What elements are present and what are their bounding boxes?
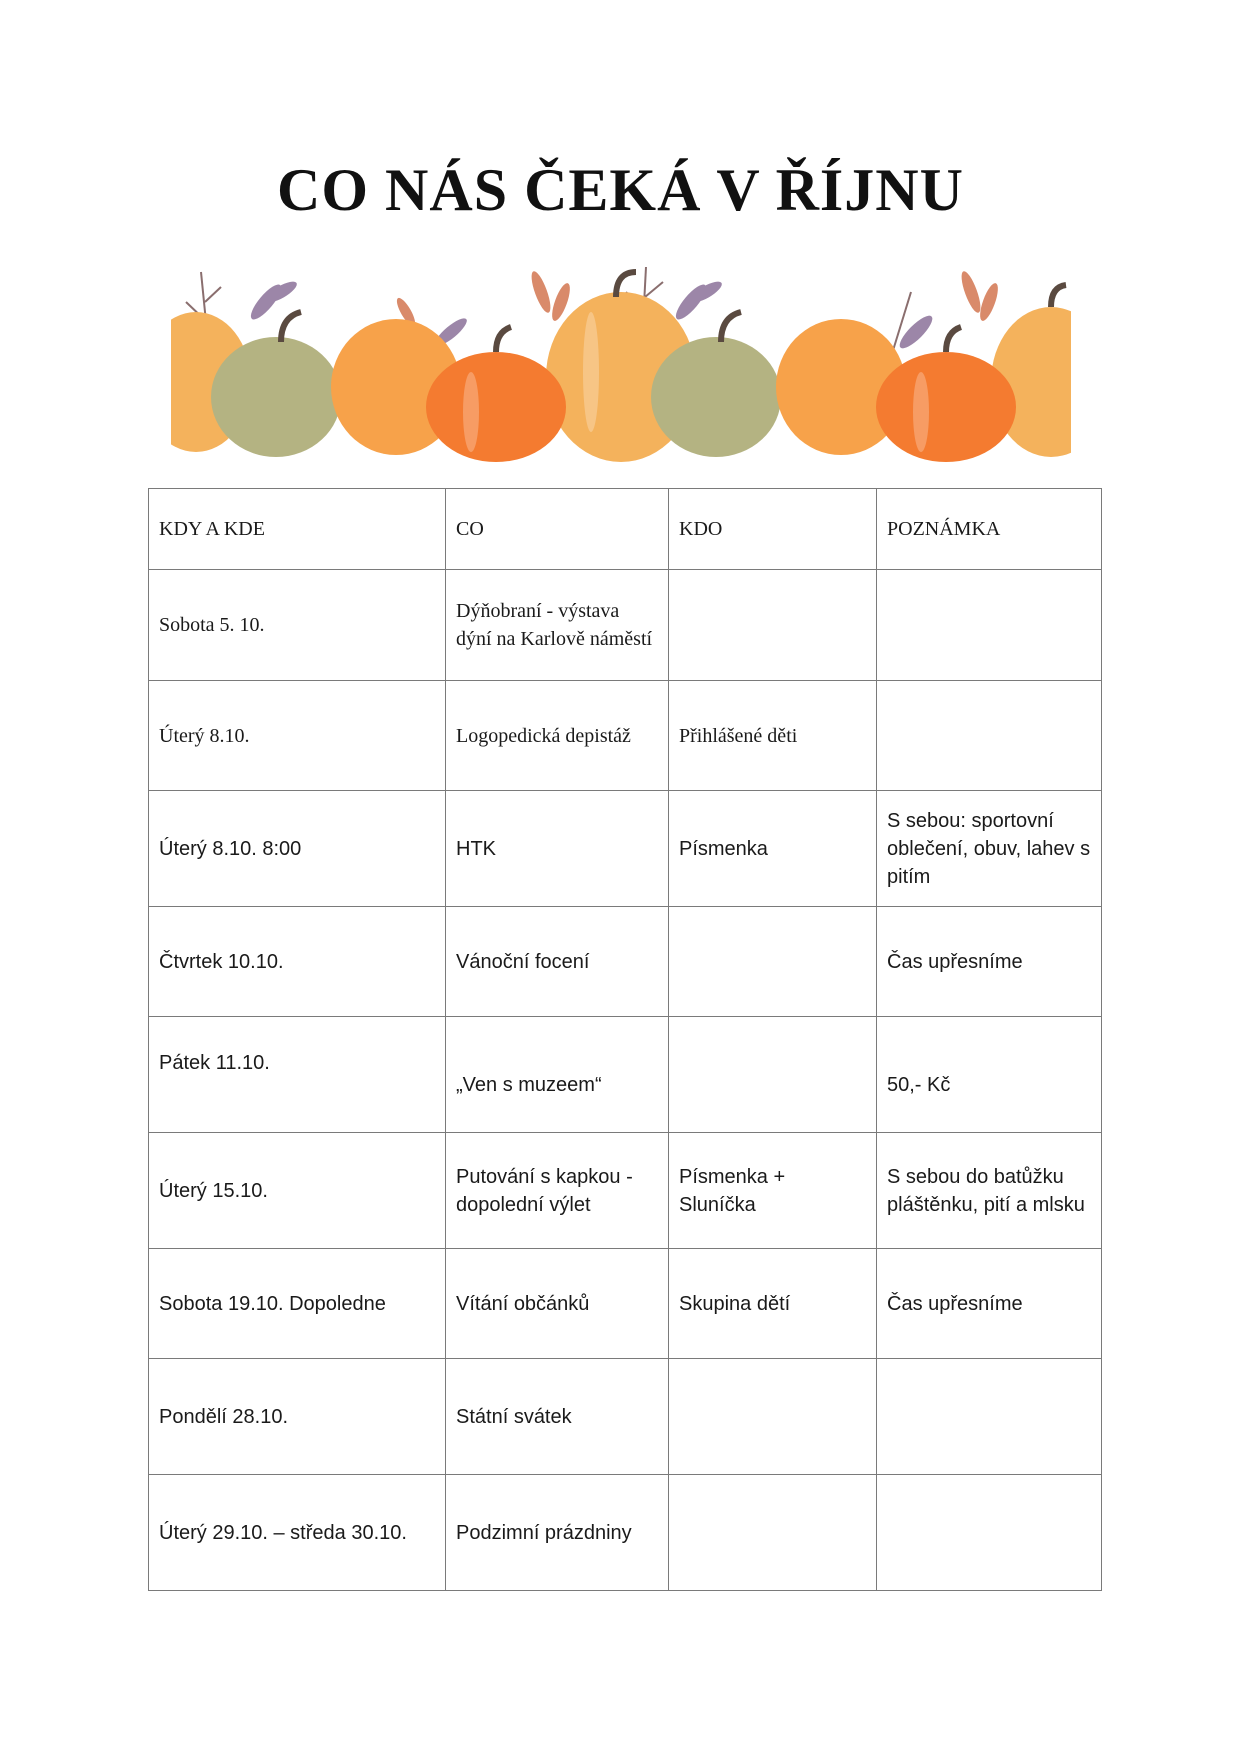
cell-poznamka [877, 570, 1102, 681]
table-header-row [149, 489, 1102, 570]
cell-kdo: Písmenka + Sluníčka [669, 1133, 877, 1249]
table-row [149, 1249, 1102, 1359]
cell-kdy: Úterý 29.10. – středa 30.10. [149, 1475, 446, 1591]
cell-co: Vítání občánků [446, 1249, 669, 1359]
cell-co: Vánoční focení [446, 907, 669, 1017]
cell-poznamka: Čas upřesníme [877, 1249, 1102, 1359]
cell-kdo [669, 1359, 877, 1475]
table-row [149, 1017, 1102, 1133]
cell-kdo: Skupina dětí [669, 1249, 877, 1359]
cell-poznamka: S sebou do batůžku pláštěnku, pití a mlsku [877, 1133, 1102, 1249]
cell-kdy: Pátek 11.10. [149, 1017, 446, 1133]
table-row [149, 1133, 1102, 1249]
cell-kdo: Písmenka [669, 791, 877, 907]
cell-kdo: Přihlášené děti [669, 681, 877, 791]
schedule-table [148, 488, 1102, 1591]
cell-kdy: Pondělí 28.10. [149, 1359, 446, 1475]
pumpkin-banner-illustration [171, 262, 1071, 467]
cell-co: HTK [446, 791, 669, 907]
cell-poznamka: S sebou: sportovní oblečení, obuv, lahev s pitím [877, 791, 1102, 907]
table-row [149, 570, 1102, 681]
cell-poznamka: Čas upřesníme [877, 907, 1102, 1017]
cell-kdy: Úterý 15.10. [149, 1133, 446, 1249]
cell-co: Logopedická depistáž [446, 681, 669, 791]
cell-co: Putování s kapkou - dopolední výlet [446, 1133, 669, 1249]
cell-co: „Ven s muzeem“ [446, 1017, 669, 1133]
table-row [149, 1475, 1102, 1591]
cell-kdo [669, 1017, 877, 1133]
cell-co: Podzimní prázdniny [446, 1475, 669, 1591]
table-row [149, 681, 1102, 791]
cell-kdy: Sobota 19.10. Dopoledne [149, 1249, 446, 1359]
table-row [149, 1359, 1102, 1475]
page-title: CO NÁS ČEKÁ V ŘÍJNU [277, 157, 964, 223]
cell-kdo [669, 570, 877, 681]
cell-kdy: Úterý 8.10. 8:00 [149, 791, 446, 907]
cell-co: Státní svátek [446, 1359, 669, 1475]
cell-poznamka [877, 681, 1102, 791]
table-row [149, 791, 1102, 907]
header-poznamka: POZNÁMKA [877, 489, 1102, 570]
header-co: CO [446, 489, 669, 570]
cell-co: Dýňobraní - výstava dýní na Karlově náměstí [446, 570, 669, 681]
cell-poznamka [877, 1475, 1102, 1591]
cell-poznamka [877, 1359, 1102, 1475]
cell-kdy: Čtvrtek 10.10. [149, 907, 446, 1017]
header-kdo: KDO [669, 489, 877, 570]
cell-kdo [669, 1475, 877, 1591]
cell-poznamka: 50,- Kč [877, 1017, 1102, 1133]
header-kdy: KDY A KDE [149, 489, 446, 570]
cell-kdy: Úterý 8.10. [149, 681, 446, 791]
cell-kdo [669, 907, 877, 1017]
cell-kdy: Sobota 5. 10. [149, 570, 446, 681]
table-row [149, 907, 1102, 1017]
